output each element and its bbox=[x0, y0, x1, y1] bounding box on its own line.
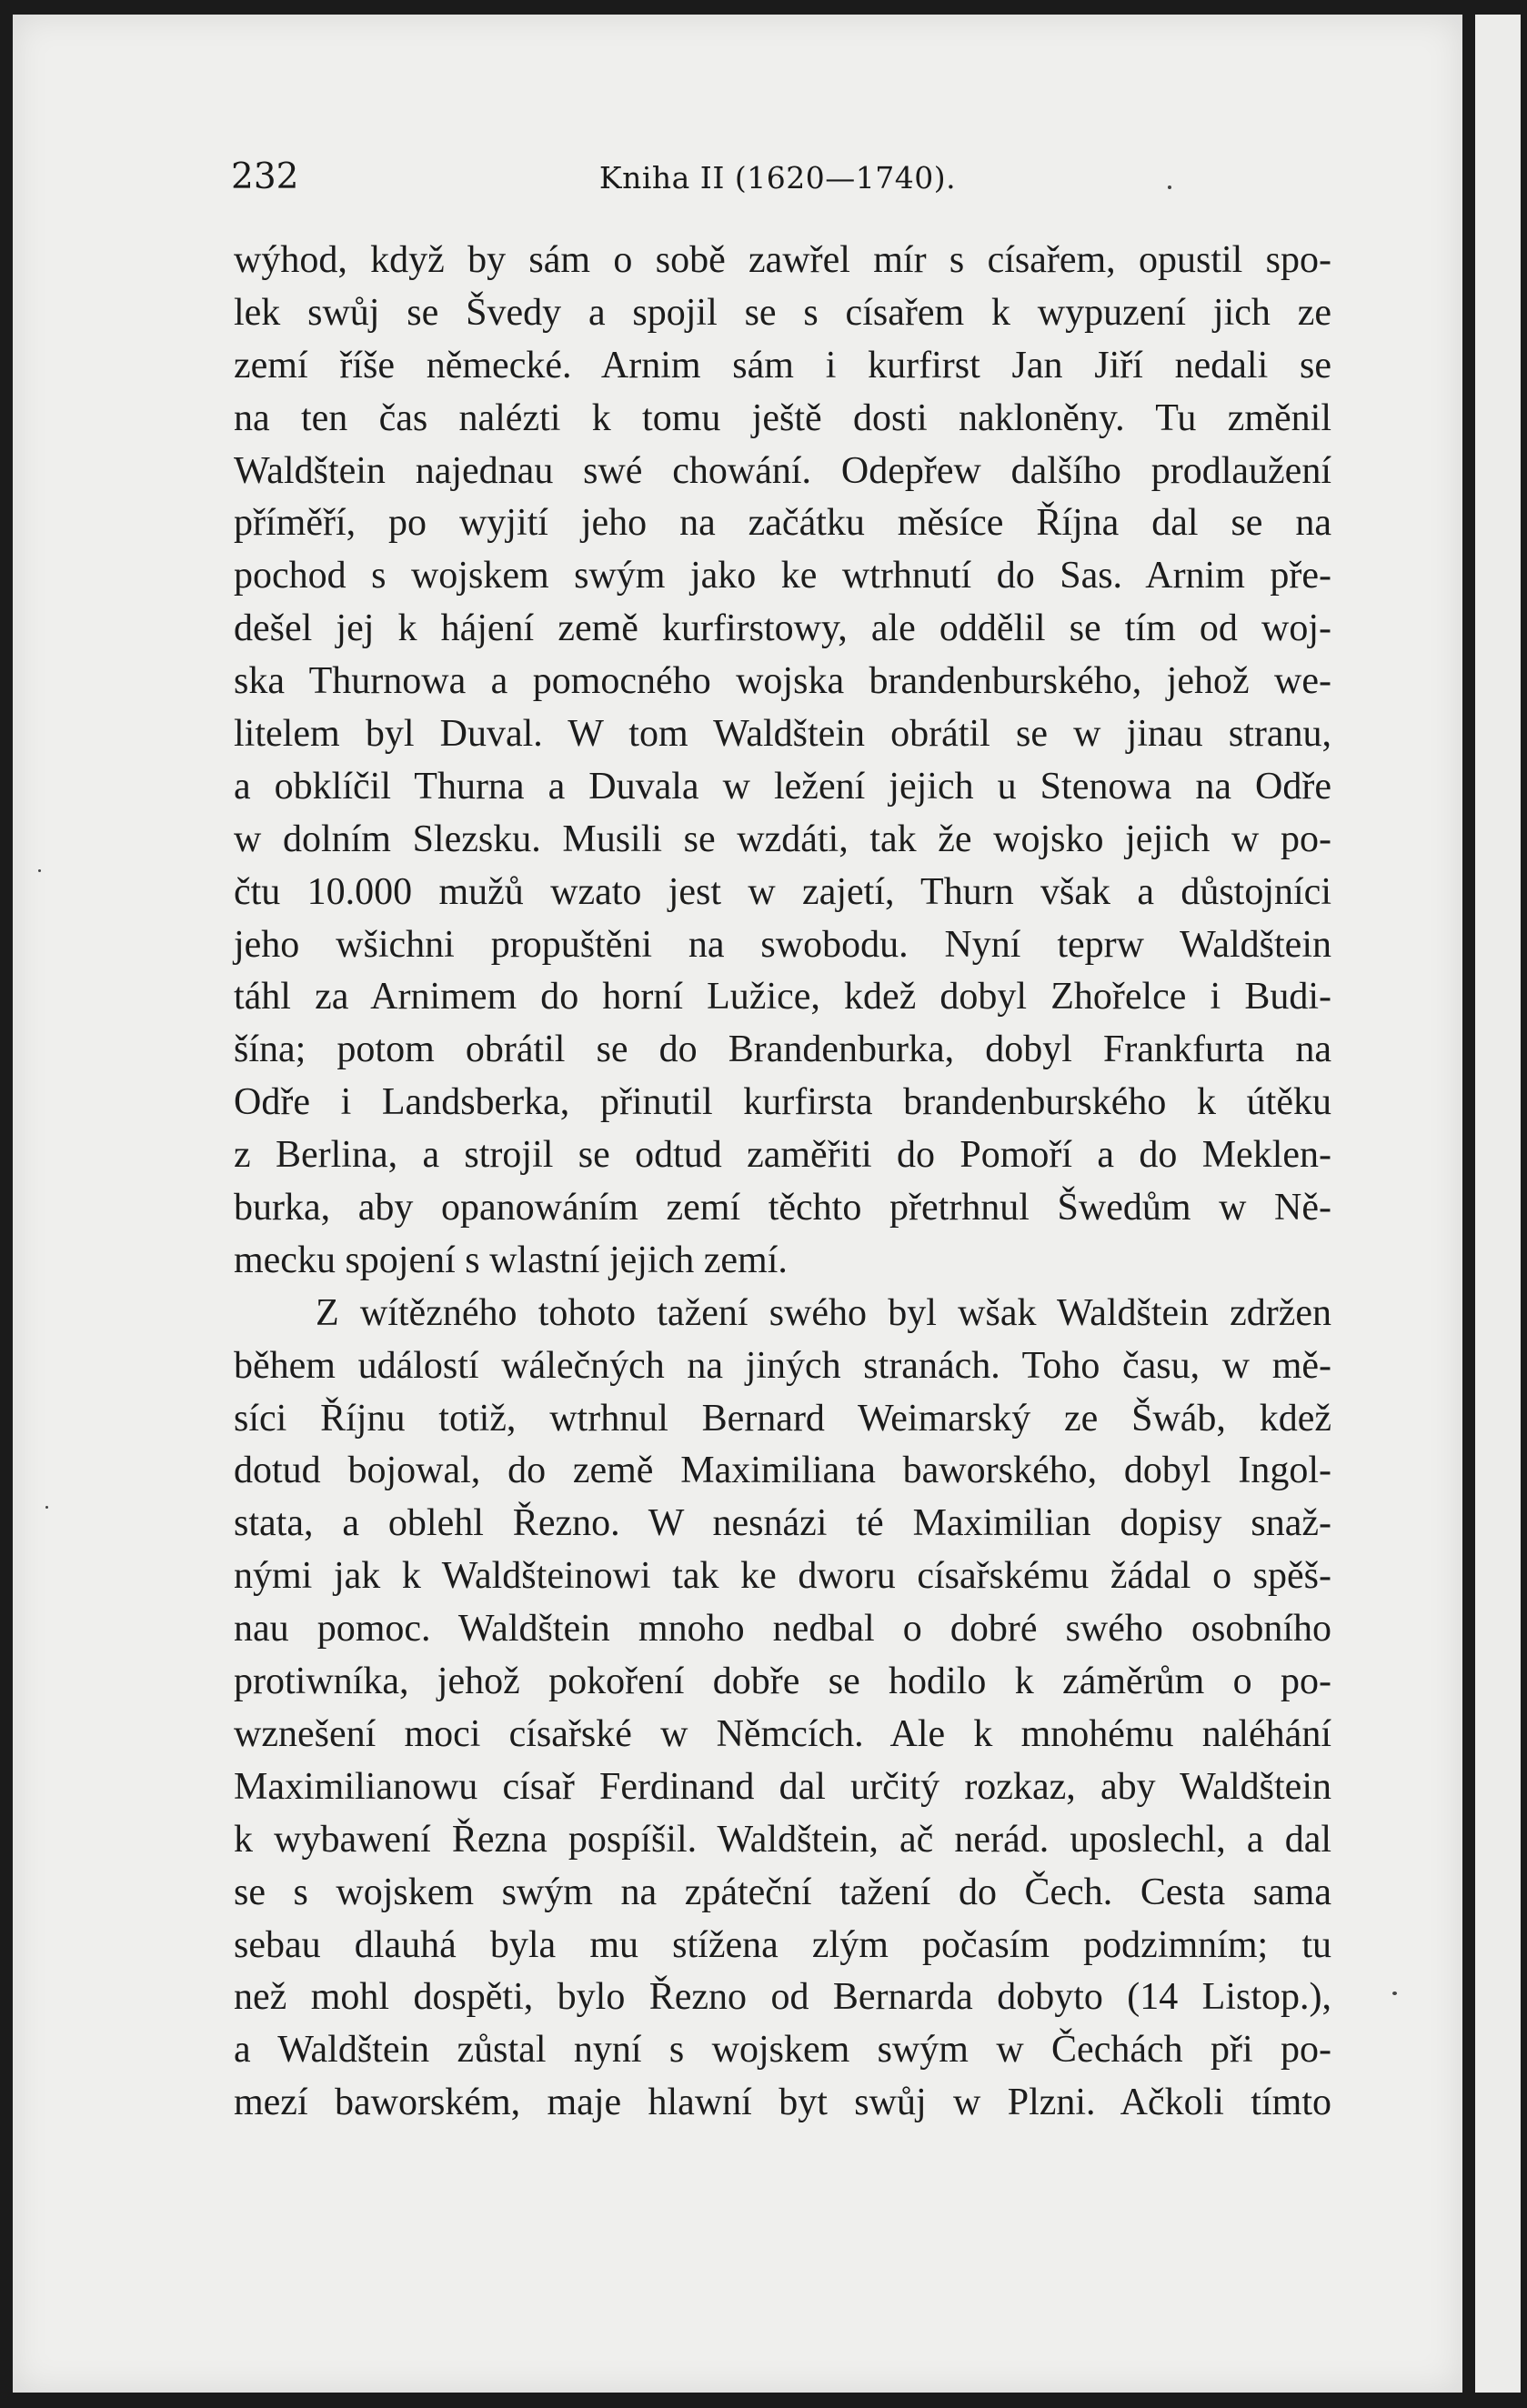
text-line: čtu 10.000 mužů wzato jest w zajetí, Thurn však a důstojníci bbox=[234, 870, 1331, 913]
text-line: nau pomoc. Waldštein mnoho nedbal o dobré swého osobního bbox=[234, 1608, 1331, 1650]
text-line: mecku spojení s wlastní jejich zemí. bbox=[234, 1239, 788, 1281]
text-line: nými jak k Waldšteinowi tak ke dworu císařskému žádal o spěš- bbox=[234, 1555, 1331, 1598]
text-line: a Waldštein zůstal nyní s wojskem swým w Čechách při po- bbox=[234, 2029, 1331, 2072]
text-line: mezí baworském, maje hlawní byt swůj w Plzni. Ačkoli tímto bbox=[234, 2082, 1331, 2124]
text-line: burka, aby opanowáním zemí těchto přetrhnul Šwedům w Ně- bbox=[234, 1187, 1331, 1229]
text-line: Waldštein najednau swé chowání. Odepřew dalšího prodlaužení bbox=[234, 449, 1331, 492]
text-line: Maximilianowu císař Ferdinand dal určitý rozkaz, aby Waldštein bbox=[234, 1765, 1331, 1808]
text-line: táhl za Arnimem do horní Lužice, kdež dobyl Zhořelce i Budi- bbox=[234, 976, 1331, 1018]
body-text bbox=[234, 235, 1331, 2130]
text-line: během událostí wálečných na jiných stranách. Toho času, w mě- bbox=[234, 1344, 1331, 1387]
text-line: ska Thurnowa a pomocného wojska brandenburského, jehož we- bbox=[234, 660, 1331, 703]
text-line: z Berlina, a strojil se odtud zaměřiti do Pomoří a do Meklen- bbox=[234, 1134, 1331, 1177]
text-line: protiwníka, jehož pokoření dobře se hodilo k záměrům o po- bbox=[234, 1661, 1331, 1703]
scan-speck bbox=[38, 869, 41, 872]
text-line: zemí říše německé. Arnim sám i kurfirst Jan Jiří nedali se bbox=[234, 344, 1331, 386]
adjacent-page-edge bbox=[1475, 15, 1521, 2393]
paragraph bbox=[234, 1288, 1331, 2130]
text-line: wýhod, když by sám o sobě zawřel mír s císařem, opustil spo- bbox=[234, 239, 1331, 281]
paragraph bbox=[234, 235, 1331, 1288]
scan-speck bbox=[1392, 1992, 1397, 1995]
running-title: Kniha II (1620—1740). bbox=[598, 160, 957, 196]
text-line: na ten čas nalézti k tomu ještě dosti nakloněny. Tu změnil bbox=[234, 396, 1331, 439]
text-line: než mohl dospěti, bylo Řezno od Bernarda dobyto (14 Listop.), bbox=[234, 1976, 1331, 2019]
text-line: se s wojskem swým na zpáteční tažení do Čech. Cesta sama bbox=[234, 1871, 1331, 1913]
text-line: příměří, po wyjití jeho na začátku měsíce Října dal se na bbox=[234, 502, 1331, 545]
text-line: stata, a oblehl Řezno. W nesnázi té Maximilian dopisy snaž- bbox=[234, 1502, 1331, 1545]
text-line: Z wítězného tohoto tažení swého byl wšak Waldštein zdržen bbox=[316, 1291, 1331, 1334]
text-line: sebau dlauhá byla mu stížena zlým počasím podzimním; tu bbox=[234, 1923, 1331, 1966]
text-line: šína; potom obrátil se do Brandenburka, dobyl Frankfurta na bbox=[234, 1028, 1331, 1071]
text-line: wznešení moci císařské w Němcích. Ale k mnohému naléhání bbox=[234, 1712, 1331, 1755]
text-line: pochod s wojskem swým jako ke wtrhnutí do Sas. Arnim pře- bbox=[234, 555, 1331, 597]
text-line: dotud bojowal, do země Maximiliana baworského, dobyl Ingol- bbox=[234, 1450, 1331, 1492]
page-number: 232 bbox=[231, 156, 299, 197]
scan-speck bbox=[45, 1506, 48, 1509]
text-line: Odře i Landsberka, přinutil kurfirsta brandenburského k útěku bbox=[234, 1081, 1331, 1124]
text-line: síci Říjnu totiž, wtrhnul Bernard Weimarský ze Šwáb, kdež bbox=[234, 1397, 1331, 1440]
text-line: a obklíčil Thurna a Duvala w ležení jejich u Stenowa na Odře bbox=[234, 765, 1331, 808]
page-header bbox=[218, 156, 1337, 211]
text-line: dešel jej k hájení země kurfirstowy, ale oddělil se tím od woj- bbox=[234, 607, 1331, 650]
text-line: litelem byl Duval. W tom Waldštein obrátil se w jinau stranu, bbox=[234, 713, 1331, 756]
text-line: k wybawení Řezna pospíšil. Waldštein, ač nerád. uposlechl, a dal bbox=[234, 1818, 1331, 1861]
text-line: lek swůj se Švedy a spojil se s císařem k wypuzení jich ze bbox=[234, 291, 1331, 334]
text-line: jeho wšichni propuštěni na swobodu. Nyní teprw Waldštein bbox=[234, 923, 1331, 966]
text-line: w dolním Slezsku. Musili se wzdáti, tak že wojsko jejich w po- bbox=[234, 818, 1331, 860]
